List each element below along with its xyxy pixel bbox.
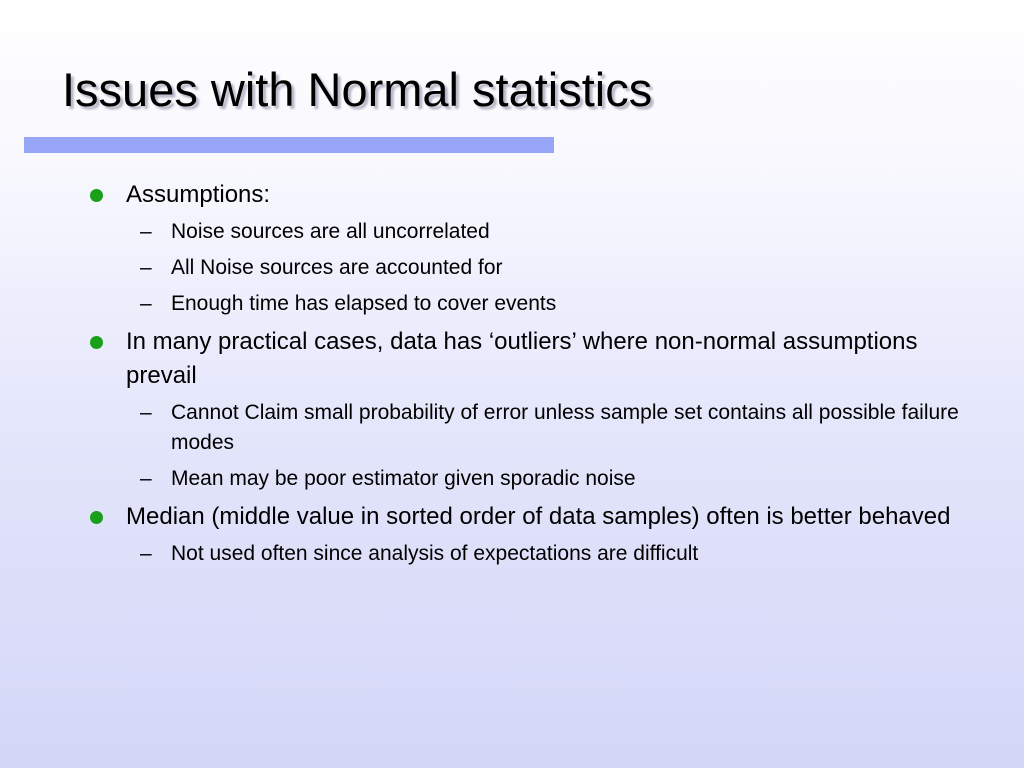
bullet-dot-icon	[90, 189, 103, 202]
sub-bullet-item	[88, 539, 968, 569]
sub-bullet-item	[88, 217, 968, 247]
bullet-dot-icon	[90, 511, 103, 524]
dash-icon: –	[140, 292, 152, 315]
dash-icon: –	[140, 401, 152, 424]
bullet-list	[88, 178, 968, 575]
bullet-item-outliers	[88, 325, 968, 393]
sub-bullet-text: Not used often since analysis of expectations are difficult	[171, 542, 699, 565]
slide-title: Issues with Normal statistics	[62, 63, 653, 116]
sub-bullet-item	[88, 253, 968, 283]
bullet-item-median	[88, 500, 968, 534]
sub-bullet-text: Mean may be poor estimator given sporadic noise	[171, 467, 636, 490]
sub-bullet-text: Enough time has elapsed to cover events	[171, 292, 557, 315]
title-underline-bar	[24, 137, 554, 153]
bullet-text: In many practical cases, data has ‘outliers’ where non-normal assumptions prevail	[126, 328, 918, 389]
bullet-text: Assumptions:	[126, 181, 271, 208]
dash-icon: –	[140, 542, 152, 565]
bullet-text: Median (middle value in sorted order of data samples) often is better behaved	[126, 503, 951, 530]
sub-bullet-text: All Noise sources are accounted for	[171, 256, 503, 279]
sub-bullet-item	[88, 289, 968, 319]
dash-icon: –	[140, 467, 152, 490]
dash-icon: –	[140, 220, 152, 243]
sub-bullet-text: Noise sources are all uncorrelated	[171, 220, 490, 243]
dash-icon: –	[140, 256, 152, 279]
sub-bullet-item	[88, 398, 968, 458]
bullet-dot-icon	[90, 336, 103, 349]
sub-bullet-text: Cannot Claim small probability of error unless sample set contains all possible failure modes	[171, 401, 959, 454]
bullet-item-assumptions	[88, 178, 968, 212]
sub-bullet-item	[88, 464, 968, 494]
